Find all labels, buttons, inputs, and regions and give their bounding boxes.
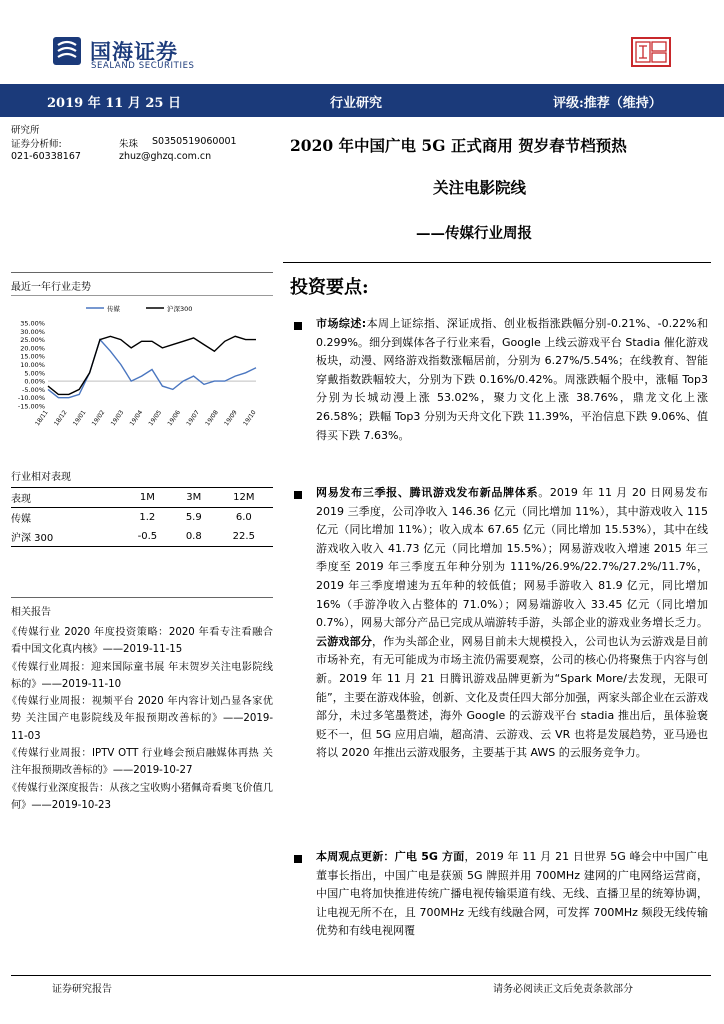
analyst-name: 朱珠: [119, 139, 139, 150]
col-header: 12M: [233, 492, 255, 503]
paragraph-label: 云游戏部分: [316, 634, 373, 648]
y-tick-label: 20.00%: [20, 344, 45, 353]
report-subtitle: ——传媒行业周报: [416, 225, 532, 242]
x-tick-label: 19/03: [109, 409, 126, 428]
report-banner: [0, 84, 724, 117]
table-cell: 22.5: [232, 531, 255, 542]
list-item[interactable]: 《传媒行业周报：迎来国际童书展 年末贺岁关注电影院线标的》——2019-11-10: [6, 661, 273, 690]
y-tick-label: -10.00%: [17, 394, 45, 403]
y-tick-label: 5.00%: [24, 369, 45, 378]
footer-left: 证券研究报告: [52, 984, 112, 995]
col-header: 1M: [139, 492, 155, 503]
analyst-license: S0350519060001: [152, 136, 237, 147]
paragraph-label: 市场综述:: [316, 317, 367, 330]
y-tick-label: 10.00%: [20, 361, 45, 369]
analyst-email: zhuz@ghzq.com.cn: [119, 151, 212, 162]
table-row: [11, 527, 273, 547]
y-tick-label: 25.00%: [20, 336, 45, 345]
x-tick-label: 19/04: [128, 409, 145, 428]
related-heading: 相关报告: [11, 607, 51, 618]
company-name-cn: 国海证券: [90, 39, 178, 64]
bullet-icon: [294, 322, 302, 330]
table-cell: 5.9: [185, 512, 202, 523]
y-tick-label: 35.00%: [20, 319, 45, 328]
legend-label: 传媒: [107, 305, 120, 313]
table-cell: 6.0: [235, 512, 252, 523]
report-date: 2019 年 11 月 25 日: [47, 96, 181, 111]
research-seal: [630, 36, 672, 68]
y-tick-label: -15.00%: [17, 402, 45, 411]
key-points-heading: 投资要点:: [290, 277, 369, 298]
analyst-role: 证券分析师:: [11, 139, 62, 150]
series-line: [48, 336, 256, 394]
performance-heading: 行业相对表现: [11, 472, 71, 483]
report-type: 行业研究: [330, 96, 383, 111]
x-tick-label: 19/09: [223, 409, 239, 428]
paragraph-weekly-view: [316, 848, 708, 941]
x-tick-label: 18/11: [33, 409, 50, 428]
paragraph-label: 广电 5G 方面: [394, 850, 465, 863]
table-cell: 传媒: [11, 514, 31, 525]
list-item[interactable]: 《传媒行业深度报告：从孩之宝收购小猪佩奇看奥飞价值几何》——2019-10-23: [6, 782, 273, 811]
paragraph-netease: [316, 484, 708, 763]
paragraph-market-summary: [316, 315, 708, 445]
report-title-line2: 关注电影院线: [433, 178, 527, 197]
paragraph-text: ，作为头部企业，网易目前未大规模投入，公司也认为云游戏是目前市场补充，有无可能成为市场主流仍需要观察，公司的核心仍将聚焦于内容与创新。2019 年 11 月 21 日腾讯游戏品牌更新为“Spark More/去发现，无限可能”，主要在游戏体验，创新、文化及责任四大部分加强，两家头部企业在云游戏部分，未过多笔墨赘述，海外 Google 的云游戏平台 stadia 推出后，虽体验褒贬不一，但 5G 应用启端，超高清、云游戏、云 VR 也将是发展趋势，亚马逊也将以 2020 年推出云游戏服务，主要基于其 AWS 的云服务竞争力。: [316, 634, 708, 760]
x-tick-label: 18/12: [52, 409, 69, 428]
report-rating: 评级:推荐（维持）: [553, 96, 662, 111]
x-tick-label: 19/01: [71, 409, 88, 428]
list-item[interactable]: 《传媒行业 2020 年度投资策略：2020 年看专注看融合 看中国文化真内核》——2019-11-15: [6, 627, 273, 656]
performance-table: [11, 487, 273, 547]
table-cell: 1.2: [139, 512, 156, 523]
sealand-logo-icon: [52, 36, 82, 66]
paragraph-label: 本周观点更新：: [316, 850, 395, 863]
paragraph-text: 。2019 年 11 月 20 日网易发布 2019 三季度，公司净收入 146.36 亿元（同比增加 11%），其中游戏收入 115 亿元（同比增加 11%）；收入成本 67.65 亿元（同比增加 15.53%），其中在线游戏收入收入 41.73 亿元（同比增加 15.5%）；网易游戏收入增速 2015 年三季度至 2019 年三季度五年种分别为 111%/26.9%/22.7%/27.2%/11.7%，2019 年三季度增速为五年种的较低值；网易手游收入 81.9 亿元，同比增加 16%（手游净收入占整体的 71.0%）；网易端游收入 33.45 亿元（同比增加 0.7%），网易大部分产品已完成从端游转手游，头部企业的游戏业务增长乏力。: [316, 486, 708, 630]
list-item[interactable]: 《传媒行业周报：视频平台 2020 年内容计划凸显各家优势 关注国产电影院线及年报预期改善标的》——2019-11-03: [6, 696, 273, 742]
list-item[interactable]: 《传媒行业周报：IPTV OTT 行业峰会预启融媒体再热 关注年报预期改善标的》——2019-10-27: [6, 748, 273, 777]
table-header-row: [11, 488, 273, 508]
paragraph-text: ，2019 年 11 月 21 日世界 5G 峰会中中国广电董事长指出，中国广电是获颁 5G 牌照并用 700MHz 建网的广电网络运营商，中国广电将加快推进传统广播电视传输渠道有线、无线、直播卫星的统筹协调，让电视无所不在，且 700MHz 无线有线融合网，可发挥 700MHz 频段无线传输优势和有线电视网覆: [316, 850, 709, 938]
x-tick-label: 19/06: [166, 409, 183, 428]
trend-heading: 最近一年行业走势: [11, 282, 91, 293]
x-tick-label: 19/05: [147, 409, 164, 428]
trend-chart: [8, 298, 274, 436]
col-header: 3M: [186, 492, 202, 503]
x-tick-label: 19/08: [204, 409, 220, 428]
y-tick-label: 15.00%: [20, 352, 45, 361]
analyst-phone: 021-60338167: [11, 151, 81, 162]
y-tick-label: 30.00%: [20, 327, 45, 336]
bullet-icon: [294, 855, 302, 863]
company-name-en: SEALAND SECURITIES: [91, 61, 195, 71]
related-reports-list: [6, 624, 273, 814]
report-title-line1: 2020 年中国广电 5G 正式商用 贺岁春节档预热: [290, 136, 627, 155]
x-tick-label: 19/02: [90, 409, 107, 428]
y-tick-label: 0.00%: [24, 377, 45, 386]
paragraph-text: 本周上证综指、深证成指、创业板指涨跌幅分别-0.21%、-0.22%和0.299%。细分到媒体各子行业来看，Google 上线云游戏平台 Stadia 催化游戏板块，动漫、网络游戏指数涨幅居前，分别为 6.27%/5.54%；在线教育、智能穿戴指数跌幅较大，分别为下跌 0.16%/0.42%。周涨跌幅个股中，涨幅 Top3 分别为长城动漫上涨 53.02%，聚力文化上涨 38.76%，鼎龙文化上涨 26.58%；跌幅 Top3 分别为天舟文化下跌 11.39%，平治信息下跌 9.06%、值得买下跌 7.63%。: [316, 317, 709, 442]
bullet-icon: [294, 491, 302, 499]
table-row: [11, 508, 273, 528]
table-cell: 0.8: [185, 531, 202, 542]
footer-right: 请务必阅读正文后免责条款部分: [493, 984, 633, 995]
x-tick-label: 19/10: [241, 409, 258, 428]
table-cell: -0.5: [137, 531, 158, 542]
x-tick-label: 19/07: [185, 409, 201, 428]
paragraph-label: 网易发布三季报、腾讯游戏发布新品牌体系: [316, 486, 539, 499]
dept-label: 研究所: [11, 125, 40, 136]
legend-label: 沪深300: [167, 305, 193, 313]
table-cell: 沪深 300: [11, 533, 54, 544]
y-tick-label: -5.00%: [22, 385, 45, 394]
col-header: 表现: [11, 494, 31, 505]
